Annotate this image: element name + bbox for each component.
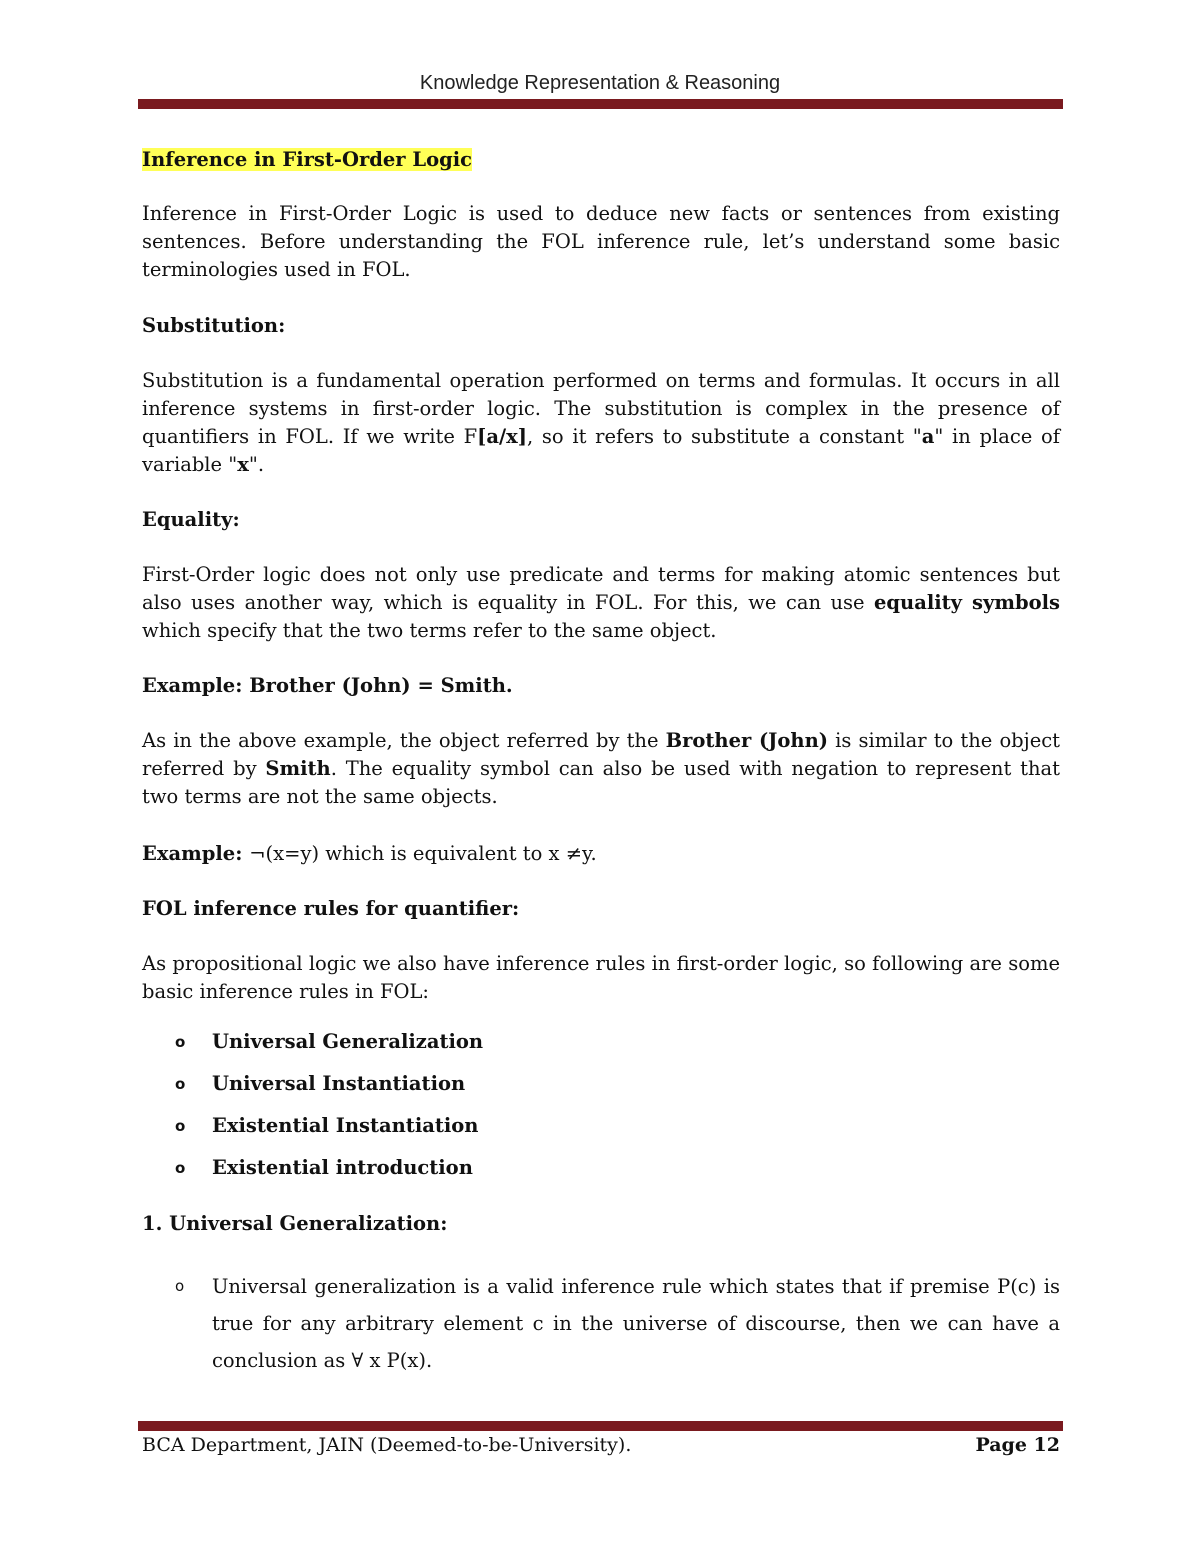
bullet-icon: o: [175, 1117, 186, 1135]
bullet-icon: o: [175, 1075, 186, 1093]
rules-heading: FOL inference rules for quantifier:: [142, 897, 520, 920]
list-item: o Existential introduction: [142, 1154, 1060, 1182]
list-item: o Universal Generalization: [142, 1028, 1060, 1056]
bullet-icon: o: [175, 1277, 185, 1295]
rules-intro: As propositional logic we also have inference rules in first-order logic, so following are some basic inference rules in FOL:: [142, 952, 1060, 1003]
list-item: o Universal Instantiation: [142, 1070, 1060, 1098]
universal-generalization-heading: 1. Universal Generalization:: [142, 1212, 448, 1235]
substitution-heading: Substitution:: [142, 314, 286, 337]
header-rule: [138, 99, 1063, 109]
rules-list: [142, 1028, 1060, 1182]
explanation-paragraph: As in the above example, the object referred by the Brother (John) is similar to the object referred by Smith. The equality symbol can also be used with negation to represent that two terms are not the same objects.: [142, 729, 1061, 808]
example-negation: Example: ¬(x=y) which is equivalent to x ≠y.: [142, 842, 597, 865]
list-item: o Universal generalization is a valid inference rule which states that if premise P(c) is true for any arbitrary element c in the universe of discourse, then we can have a conclusion as ∀ x P(x).: [142, 1268, 1060, 1379]
list-item: o Existential Instantiation: [142, 1112, 1060, 1140]
intro-paragraph: Inference in First-Order Logic is used to deduce new facts or sentences from existing sentences. Before understanding the FOL inference rule, let’s understand some basic terminologies used in FOL.: [142, 202, 1060, 281]
example-brother: Example: Brother (John) = Smith.: [142, 674, 513, 697]
footer-department: BCA Department, JAIN (Deemed-to-be-University).: [142, 1434, 632, 1456]
page-number: Page 12: [975, 1434, 1060, 1456]
document-body: [142, 140, 1060, 1379]
page-footer: [142, 1434, 1060, 1456]
bullet-icon: o: [175, 1033, 186, 1051]
universal-generalization-list: [142, 1268, 1060, 1379]
equality-paragraph: First-Order logic does not only use predicate and terms for making atomic sentences but also uses another way, which is equality in FOL. For this, we can use equality symbols which specify that the two terms refer to the same object.: [142, 563, 1061, 642]
substitution-paragraph: Substitution is a fundamental operation performed on terms and formulas. It occurs in all inference systems in first-order logic. The substitution is complex in the presence of quantifiers in FOL. If we write F[a/x], so it refers to substitute a constant "a" in place of variable "x".: [142, 369, 1061, 476]
bullet-icon: o: [175, 1159, 186, 1177]
equality-heading: Equality:: [142, 508, 240, 531]
section-title: Inference in First-Order Logic: [142, 148, 472, 171]
footer-rule: [138, 1421, 1063, 1431]
page-header: Knowledge Representation & Reasoning: [419, 72, 781, 94]
